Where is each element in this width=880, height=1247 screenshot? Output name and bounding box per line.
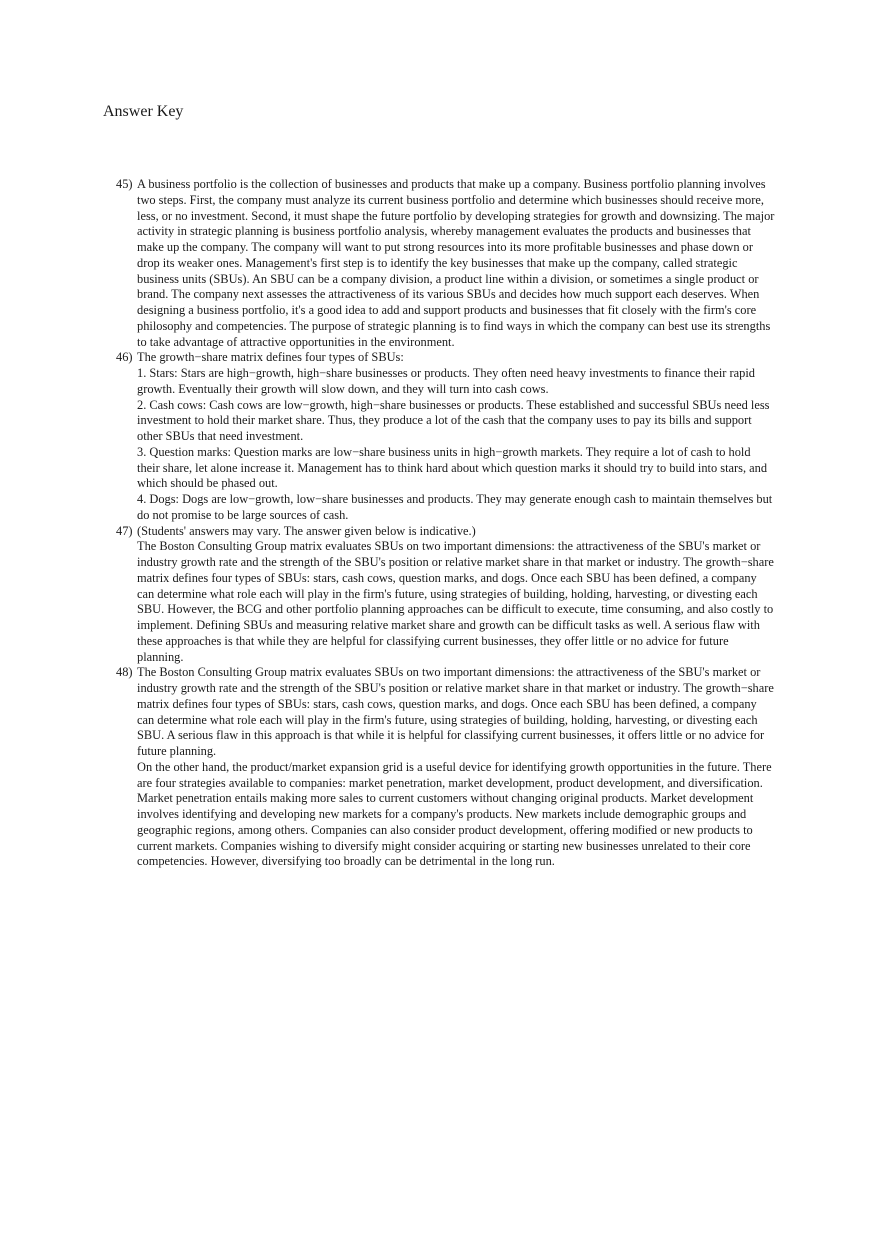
answer-paragraph: 4. Dogs: Dogs are low−growth, low−share businesses and products. They may generate enough cash to maintain themselves but do not promise to be large sources of cash. [137, 492, 773, 522]
answer-paragraph: The Boston Consulting Group matrix evaluates SBUs on two important dimensions: the attractiveness of the SBU's market or industry growth rate and the strength of the SBU's position or relative market share in that market or industry. The growth−share matrix defines four types of SBUs: stars, cash cows, question marks, and dogs. Once each SBU has been defined, a company can determine what role each will play in the firm's future, using strategies of building, holding, harvesting, or divesting each SBU. However, the BCG and other portfolio planning approaches can be difficult to execute, time consuming, and also costly to implement. Defining SBUs and measuring relative market share and growth can be difficult tasks as well. A serious flaw with these approaches is that while they are helpful for classifying current businesses, they offer little or no advice for future planning. [137, 539, 774, 664]
answer-item-47 [116, 524, 776, 666]
answer-paragraph: 2. Cash cows: Cash cows are low−growth, high−share businesses or products. These established and successful SBUs need less investment to hold their market share. Thus, they produce a lot of the cash that the company uses to pay its bills and support other SBUs that need investment. [137, 397, 770, 443]
answer-paragraph: 3. Question marks: Question marks are low−share business units in high−growth markets. They require a lot of cash to hold their share, let alone increase it. Management has to think hard about which question marks it should try to build into stars, and which should be phased out. [137, 444, 768, 491]
answer-body [137, 177, 776, 350]
answer-number: 48) [116, 665, 133, 680]
answer-number: 46) [116, 350, 133, 365]
answer-item-48 [116, 665, 776, 870]
answer-item-46 [116, 350, 776, 523]
answer-list [116, 177, 776, 870]
answer-paragraph: A business portfolio is the collection of businesses and products that make up a company. Business portfolio planning involves two steps. First, the company must analyze its current business portfolio and determine which businesses should receive more, less, or no investment. Second, it must shape the future portfolio by developing strategies for growth and downsizing. The major activity in strategic planning is business portfolio analysis, whereby management evaluates the products and businesses that make up the company. The company will want to put strong resources into its more profitable businesses and phase down or drop its weaker ones. Management's first step is to identify the key businesses that make up the company, called strategic business units (SBUs). An SBU can be a company division, a product line within a division, or sometimes a single product or brand. The company next assesses the attractiveness of its various SBUs and decides how much support each deserves. When designing a business portfolio, it's a good idea to add and support products and businesses that fit closely with the firm's core philosophy and competencies. The purpose of strategic planning is to find ways in which the company can best use its strengths to take advantage of attractive opportunities in the environment. [137, 177, 775, 349]
answer-body [137, 665, 776, 870]
answer-paragraph: (Students' answers may vary. The answer given below is indicative.) [137, 523, 476, 538]
answer-body [137, 350, 776, 523]
answer-paragraph: 1. Stars: Stars are high−growth, high−share businesses or products. They often need heavy investments to finance their rapid growth. Eventually their growth will slow down, and they will turn into cash cows. [137, 366, 755, 396]
page-title: Answer Key [103, 103, 184, 120]
answer-body [137, 524, 776, 666]
answer-number: 47) [116, 523, 133, 538]
answer-number: 45) [116, 177, 133, 191]
answer-item-45 [116, 177, 776, 350]
answer-paragraph: On the other hand, the product/market expansion grid is a useful device for identifying growth opportunities in the future. There are four strategies available to companies: market penetration, market development, product development, and diversification. Market penetration entails making more sales to current customers without changing original products. Market development involves identifying and developing new markets for a company's products. New markets include demographic groups and geographic regions, among others. Companies can also consider product development, offering modified or new products to current markets. Companies wishing to diversify might consider acquiring or starting new businesses unrelated to their core competencies. However, diversifying too broadly can be detrimental in the long run. [137, 759, 772, 869]
answer-paragraph: The Boston Consulting Group matrix evaluates SBUs on two important dimensions: the attractiveness of the SBU's market or industry growth rate and the strength of the SBU's position or relative market share in that market or industry. The growth−share matrix defines four types of SBUs: stars, cash cows, question marks, and dogs. Once each SBU has been defined, a company can determine what role each will play in the firm's future, using strategies of building, holding, harvesting, or divesting each SBU. A serious flaw in this approach is that while it is helpful for classifying current businesses, it offers little or no advice for future planning. [137, 665, 774, 758]
answer-paragraph: The growth−share matrix defines four types of SBUs: [137, 350, 404, 365]
